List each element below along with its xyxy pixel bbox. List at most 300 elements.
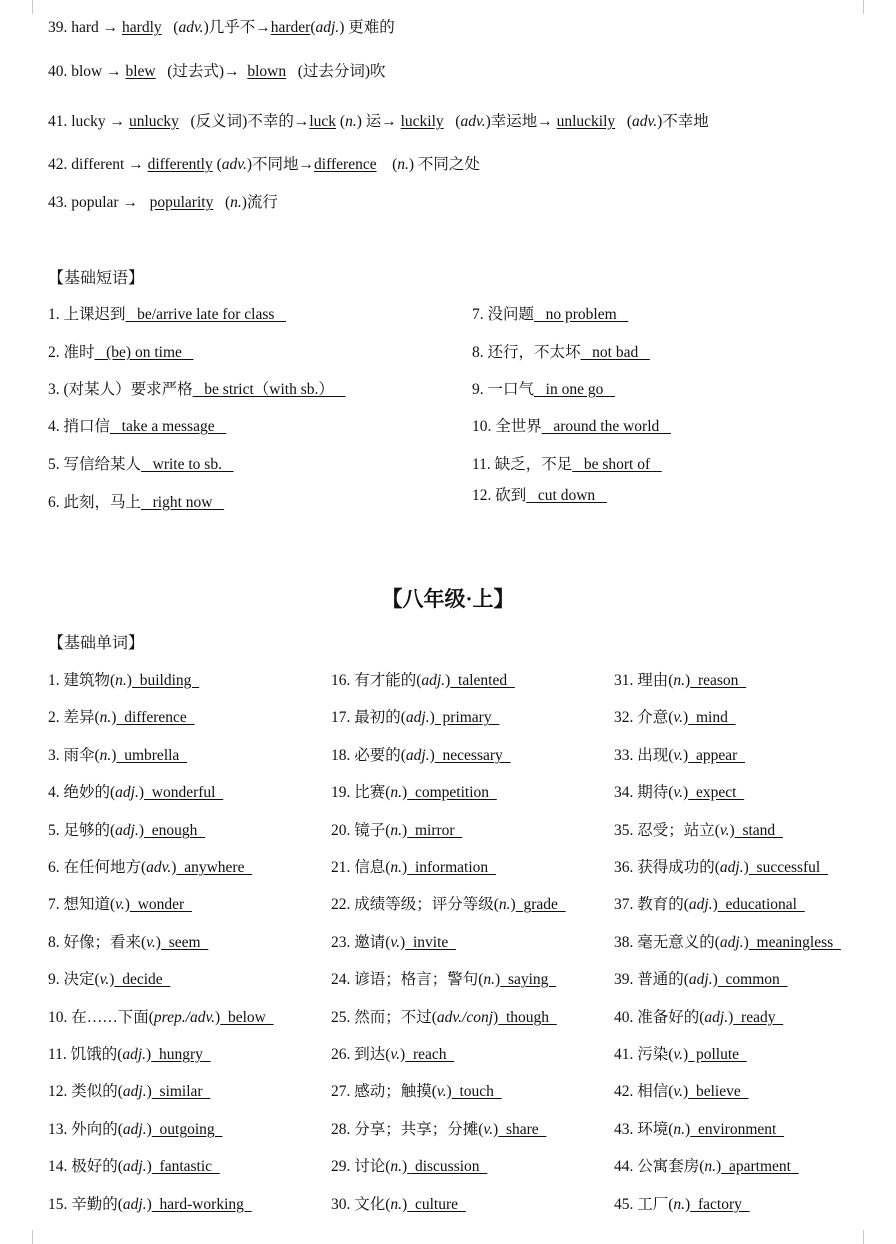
item-chinese: 文化(	[354, 1196, 391, 1213]
item-chinese: 公寓套房(	[637, 1158, 705, 1175]
item-chinese: 有才能的(	[354, 672, 422, 689]
word-item	[614, 967, 788, 989]
item-chinese: 分享；共享；分摊(	[354, 1121, 484, 1138]
item-chinese: 外向的(	[71, 1121, 123, 1138]
item-chinese: 足够的(	[63, 822, 116, 839]
item-paren: )	[683, 1046, 689, 1063]
section-heading-phrases: 【基础短语】	[48, 270, 145, 287]
item-part-of-speech: adj.	[405, 747, 430, 764]
item-number: 4.	[48, 784, 64, 801]
item-answer: appear	[688, 747, 746, 764]
word-item	[48, 780, 223, 802]
item-part-of-speech: n.	[673, 672, 686, 689]
item-number: 20.	[331, 822, 355, 839]
item-part-of-speech: adj.	[115, 784, 139, 801]
item-chinese: 比赛(	[354, 784, 391, 801]
word-item	[331, 705, 499, 727]
item-paren: )	[493, 1009, 499, 1026]
word-item	[48, 1005, 274, 1027]
item-chinese: 毫无意义的(	[637, 934, 720, 951]
item-answer: successful	[748, 859, 828, 876]
item-part-of-speech: adj.	[704, 1009, 729, 1026]
phrase-item	[48, 302, 286, 324]
grade-title: 【八年级·上】	[381, 587, 515, 611]
corner-mark-top-right	[863, 0, 878, 14]
item-answer: anywhere	[176, 859, 253, 876]
item-chinese: 必要的(	[354, 747, 406, 764]
item-part-of-speech: adj.	[115, 822, 139, 839]
item-answer: invite	[405, 934, 457, 951]
item-number: 45.	[614, 1196, 638, 1213]
item-part-of-speech: adv./conj	[436, 1009, 494, 1026]
item-part-of-speech: v.	[436, 1083, 447, 1100]
item-paren: )	[109, 971, 115, 988]
item-paren: )	[402, 822, 408, 839]
item-answer: expect	[688, 784, 745, 801]
word-item	[331, 967, 556, 989]
word-item	[331, 780, 497, 802]
item-chinese: 到达(	[354, 1046, 391, 1063]
item-paren: )	[683, 709, 689, 726]
item-answer: ready	[733, 1009, 784, 1026]
item-answer: talented	[450, 672, 515, 689]
item-part-of-speech: adj.	[122, 1121, 147, 1138]
answer: hardly	[122, 19, 162, 36]
item-answer: take a message	[110, 418, 227, 435]
item-paren: )	[743, 934, 749, 951]
item-answer: (be) on time	[94, 344, 194, 361]
word-item	[614, 1079, 748, 1101]
item-part-of-speech: n.	[498, 896, 511, 913]
item-paren: )	[126, 672, 132, 689]
item-paren: )	[493, 1121, 499, 1138]
derivation-line-40: 40. blow → blew (过去式)→ blown (过去分词)吹	[48, 63, 386, 80]
item-paren: )	[171, 859, 177, 876]
item-part-of-speech: n.	[390, 859, 403, 876]
item-number: 1.	[48, 306, 64, 323]
item-chinese: 还行，不太坏	[487, 344, 581, 361]
item-answer: primary	[434, 709, 500, 726]
item-part-of-speech: adj.	[122, 1083, 147, 1100]
item-number: 34.	[614, 784, 638, 801]
item-number: 27.	[331, 1083, 355, 1100]
word-item	[614, 705, 736, 727]
item-chinese: 准备好的(	[637, 1009, 705, 1026]
item-answer: difference	[116, 709, 195, 726]
item-answer: mind	[688, 709, 736, 726]
item-number: 9.	[472, 381, 488, 398]
item-number: 9.	[48, 971, 64, 988]
item-chinese: 环境(	[637, 1121, 674, 1138]
answer: luckily	[400, 113, 444, 130]
item-number: 21.	[331, 859, 355, 876]
word-item	[331, 743, 511, 765]
item-answer: common	[717, 971, 788, 988]
phrase-item	[48, 490, 224, 512]
item-paren: )	[111, 709, 117, 726]
word-item	[331, 1005, 557, 1027]
word-item	[614, 1005, 783, 1027]
answer: difference	[314, 156, 377, 173]
item-paren: )	[402, 1158, 408, 1175]
item-chinese: 理由(	[637, 672, 674, 689]
item-paren: )	[215, 1009, 221, 1026]
item-answer: decide	[114, 971, 171, 988]
item-chinese: 上课迟到	[63, 306, 126, 323]
item-paren: )	[712, 971, 718, 988]
item-number: 4.	[48, 418, 64, 435]
item-number: 44.	[614, 1158, 638, 1175]
word-item	[48, 818, 205, 840]
item-chinese: 建筑物(	[63, 672, 116, 689]
item-answer: reason	[690, 672, 747, 689]
item-answer: write to sb.	[141, 456, 234, 473]
answer: unlucky	[128, 113, 179, 130]
answer: blew	[125, 63, 156, 80]
item-chinese: 介意(	[637, 709, 674, 726]
item-part-of-speech: v.	[719, 822, 730, 839]
item-paren: )	[495, 971, 501, 988]
item-chinese: 没问题	[487, 306, 535, 323]
word-item	[48, 855, 252, 877]
item-number: 13.	[48, 1121, 72, 1138]
item-part-of-speech: prep./adv.	[153, 1009, 216, 1026]
item-number: 32.	[614, 709, 638, 726]
item-chinese: 普通的(	[637, 971, 689, 988]
item-answer: be short of	[572, 456, 662, 473]
item-answer: factory	[690, 1196, 750, 1213]
item-paren: )	[685, 1121, 691, 1138]
item-chinese: 准时	[63, 344, 95, 361]
item-paren: )	[683, 1083, 689, 1100]
item-answer: mirror	[407, 822, 463, 839]
item-chinese: 好像；看来(	[63, 934, 147, 951]
item-paren: )	[138, 784, 145, 801]
item-number: 23.	[331, 934, 355, 951]
word-item	[614, 780, 744, 802]
item-part-of-speech: n.	[483, 971, 496, 988]
item-number: 10.	[472, 418, 496, 435]
item-part-of-speech: v.	[673, 709, 684, 726]
item-paren: )	[402, 1196, 408, 1213]
item-part-of-speech: adj.	[122, 1196, 147, 1213]
item-answer: share	[498, 1121, 547, 1138]
phrase-item	[472, 452, 662, 474]
item-chinese: 镜子(	[354, 822, 391, 839]
item-paren: )	[429, 747, 435, 764]
item-part-of-speech: adv.	[146, 859, 172, 876]
derivation-line-39: 39. hard → hardly (adv.)几乎不→harder(adj.) 更难的	[48, 19, 395, 36]
word-item	[48, 1079, 210, 1101]
item-paren: )	[716, 1158, 722, 1175]
word-item	[331, 1154, 487, 1176]
derivation-line-41: 41. lucky → unlucky (反义词)不幸的→luck (n.) 运→ luckily (adv.)幸运地→ unluckily (adv.)不幸地	[48, 113, 709, 130]
item-paren: )	[155, 934, 161, 951]
item-answer: educational	[717, 896, 805, 913]
item-paren: )	[146, 1083, 152, 1100]
item-answer: be strict（with sb.）	[192, 381, 346, 398]
item-paren: )	[743, 859, 749, 876]
item-paren: )	[124, 896, 130, 913]
item-part-of-speech: v.	[483, 1121, 494, 1138]
item-chinese: 相信(	[637, 1083, 674, 1100]
derivation-line-42: 42. different → differently (adv.)不同地→difference (n.) 不同之处	[48, 156, 480, 173]
item-number: 2.	[48, 709, 64, 726]
item-chinese: 邀请(	[354, 934, 391, 951]
item-answer: touch	[451, 1083, 502, 1100]
item-number: 8.	[472, 344, 488, 361]
item-chinese: 谚语；格言；警句(	[354, 971, 484, 988]
item-number: 3.	[48, 381, 64, 398]
item-chinese: 获得成功的(	[637, 859, 720, 876]
answer: blown	[247, 63, 287, 80]
item-paren: )	[146, 1046, 152, 1063]
item-chinese: 决定(	[63, 971, 100, 988]
phrase-item	[472, 414, 671, 436]
item-part-of-speech: adj.	[719, 934, 744, 951]
item-number: 10.	[48, 1009, 72, 1026]
item-number: 33.	[614, 747, 638, 764]
phrase-item	[48, 377, 346, 399]
item-number: 22.	[331, 896, 355, 913]
word-item	[331, 855, 496, 877]
item-paren: )	[402, 784, 408, 801]
answer: harder	[270, 19, 311, 36]
item-answer: saying	[500, 971, 557, 988]
item-paren: )	[400, 934, 406, 951]
item-part-of-speech: v.	[673, 747, 684, 764]
item-number: 30.	[331, 1196, 355, 1213]
item-answer: outgoing	[151, 1121, 223, 1138]
word-item	[331, 1042, 454, 1064]
item-answer: enough	[144, 822, 206, 839]
word-item	[614, 892, 805, 914]
item-chinese: 全世界	[495, 418, 542, 435]
item-paren: )	[111, 747, 117, 764]
item-paren: )	[685, 672, 691, 689]
item-chinese: 讨论(	[354, 1158, 391, 1175]
item-answer: culture	[407, 1196, 466, 1213]
item-number: 28.	[331, 1121, 355, 1138]
item-chinese: 成绩等级；评分等级(	[354, 896, 499, 913]
item-chinese: 污染(	[637, 1046, 674, 1063]
item-answer: though	[498, 1009, 557, 1026]
item-answer: cut down	[526, 487, 607, 504]
item-part-of-speech: adj.	[122, 1046, 147, 1063]
word-item	[48, 967, 170, 989]
item-chinese: 然而；不过(	[354, 1009, 437, 1026]
item-number: 40.	[614, 1009, 638, 1026]
word-item	[614, 1042, 747, 1064]
item-part-of-speech: adj.	[421, 672, 446, 689]
word-item	[331, 668, 515, 690]
item-chinese: 饥饿的(	[70, 1046, 123, 1063]
item-chinese: 写信给某人	[63, 456, 142, 473]
answer: popularity	[149, 194, 214, 211]
item-number: 14.	[48, 1158, 72, 1175]
item-answer: wonder	[129, 896, 192, 913]
item-paren: )	[685, 1196, 691, 1213]
item-chinese: 在……下面(	[71, 1009, 154, 1026]
word-item	[614, 930, 841, 952]
item-part-of-speech: v.	[390, 1046, 401, 1063]
item-answer: seem	[160, 934, 209, 951]
item-part-of-speech: n.	[390, 822, 403, 839]
item-part-of-speech: n.	[673, 1196, 686, 1213]
item-number: 5.	[48, 456, 64, 473]
item-chinese: 砍到	[495, 487, 527, 504]
item-number: 6.	[48, 494, 64, 511]
word-item	[331, 1192, 466, 1214]
item-chinese: 教育的(	[637, 896, 689, 913]
item-answer: building	[131, 672, 200, 689]
item-number: 16.	[331, 672, 355, 689]
item-answer: meaningless	[748, 934, 841, 951]
item-answer: necessary	[434, 747, 511, 764]
phrase-item	[472, 483, 607, 505]
item-part-of-speech: adj.	[688, 896, 713, 913]
item-part-of-speech: adj.	[719, 859, 744, 876]
item-answer: apartment	[721, 1158, 799, 1175]
item-number: 15.	[48, 1196, 72, 1213]
item-answer: umbrella	[116, 747, 188, 764]
word-item	[614, 1154, 799, 1176]
phrase-item	[472, 340, 650, 362]
section-heading-words: 【基础单词】	[48, 635, 145, 652]
item-paren: )	[146, 1121, 152, 1138]
item-part-of-speech: v.	[115, 896, 125, 913]
item-chinese: 辛勤的(	[71, 1196, 123, 1213]
item-part-of-speech: n.	[99, 747, 112, 764]
word-item	[48, 1117, 222, 1139]
item-chinese: 在任何地方(	[63, 859, 147, 876]
word-item	[48, 892, 192, 914]
item-number: 12.	[472, 487, 496, 504]
item-chinese: 一口气	[487, 381, 535, 398]
item-paren: )	[429, 709, 435, 726]
item-answer: be/arrive late for class	[125, 306, 287, 323]
item-answer: right now	[141, 494, 225, 511]
item-number: 24.	[331, 971, 355, 988]
item-answer: pollute	[688, 1046, 747, 1063]
item-part-of-speech: adj.	[688, 971, 713, 988]
word-item	[614, 818, 783, 840]
item-paren: )	[712, 896, 718, 913]
item-chinese: 出现(	[637, 747, 674, 764]
item-part-of-speech: n.	[673, 1121, 686, 1138]
item-part-of-speech: n.	[390, 1158, 403, 1175]
item-number: 35.	[614, 822, 638, 839]
word-item	[331, 818, 462, 840]
item-number: 31.	[614, 672, 638, 689]
item-answer: believe	[688, 1083, 749, 1100]
word-item	[614, 855, 828, 877]
word-item	[331, 892, 566, 914]
item-chinese: 信息(	[354, 859, 391, 876]
item-number: 18.	[331, 747, 355, 764]
item-paren: )	[138, 822, 145, 839]
item-answer: environment	[690, 1121, 785, 1138]
item-number: 3.	[48, 747, 64, 764]
item-chinese: 此刻，马上	[63, 494, 142, 511]
item-answer: hard-working	[151, 1196, 252, 1213]
item-number: 42.	[614, 1083, 638, 1100]
item-part-of-speech: n.	[99, 709, 112, 726]
item-chinese: 绝妙的(	[63, 784, 116, 801]
item-part-of-speech: n.	[390, 1196, 403, 1213]
item-answer: discussion	[407, 1158, 488, 1175]
word-item	[614, 668, 746, 690]
word-item	[48, 1192, 252, 1214]
word-item	[48, 1042, 211, 1064]
item-part-of-speech: v.	[673, 784, 684, 801]
word-item	[48, 743, 187, 765]
word-item	[48, 1154, 220, 1176]
item-answer: grade	[515, 896, 566, 913]
item-number: 17.	[331, 709, 355, 726]
item-paren: )	[729, 822, 735, 839]
corner-mark-top-left	[18, 0, 33, 14]
item-number: 39.	[614, 971, 638, 988]
item-answer: no problem	[534, 306, 629, 323]
item-part-of-speech: adj.	[122, 1158, 147, 1175]
answer: luck	[309, 113, 337, 130]
item-paren: )	[728, 1009, 734, 1026]
item-part-of-speech: v.	[673, 1046, 684, 1063]
item-number: 12.	[48, 1083, 72, 1100]
word-item	[331, 930, 456, 952]
item-answer: fantastic	[151, 1158, 220, 1175]
word-item	[48, 668, 199, 690]
item-number: 8.	[48, 934, 64, 951]
item-chinese: 雨伞(	[63, 747, 100, 764]
item-part-of-speech: v.	[146, 934, 156, 951]
item-chinese: (对某人）要求严格	[63, 381, 193, 398]
item-number: 6.	[48, 859, 64, 876]
item-answer: competition	[407, 784, 497, 801]
item-number: 25.	[331, 1009, 355, 1026]
item-answer: in one go	[534, 381, 615, 398]
item-chinese: 捎口信	[63, 418, 111, 435]
phrase-item	[48, 340, 194, 362]
item-part-of-speech: n.	[115, 672, 127, 689]
phrase-item	[472, 377, 615, 399]
item-part-of-speech: n.	[390, 784, 403, 801]
word-item	[331, 1117, 546, 1139]
phrase-item	[48, 414, 226, 436]
item-number: 41.	[614, 1046, 638, 1063]
item-paren: )	[400, 1046, 406, 1063]
phrase-item	[472, 302, 628, 324]
item-chinese: 期待(	[637, 784, 674, 801]
item-chinese: 想知道(	[63, 896, 116, 913]
item-number: 7.	[48, 896, 64, 913]
item-number: 36.	[614, 859, 638, 876]
item-answer: similar	[151, 1083, 211, 1100]
item-answer: wonderful	[144, 784, 224, 801]
item-number: 38.	[614, 934, 638, 951]
item-chinese: 感动；触摸(	[354, 1083, 437, 1100]
item-chinese: 缺乏，不足	[494, 456, 573, 473]
word-item	[48, 705, 195, 727]
item-answer: reach	[405, 1046, 455, 1063]
item-number: 5.	[48, 822, 64, 839]
item-answer: not bad	[580, 344, 650, 361]
item-chinese: 差异(	[63, 709, 100, 726]
item-number: 19.	[331, 784, 355, 801]
item-part-of-speech: v.	[390, 934, 401, 951]
item-part-of-speech: v.	[99, 971, 110, 988]
